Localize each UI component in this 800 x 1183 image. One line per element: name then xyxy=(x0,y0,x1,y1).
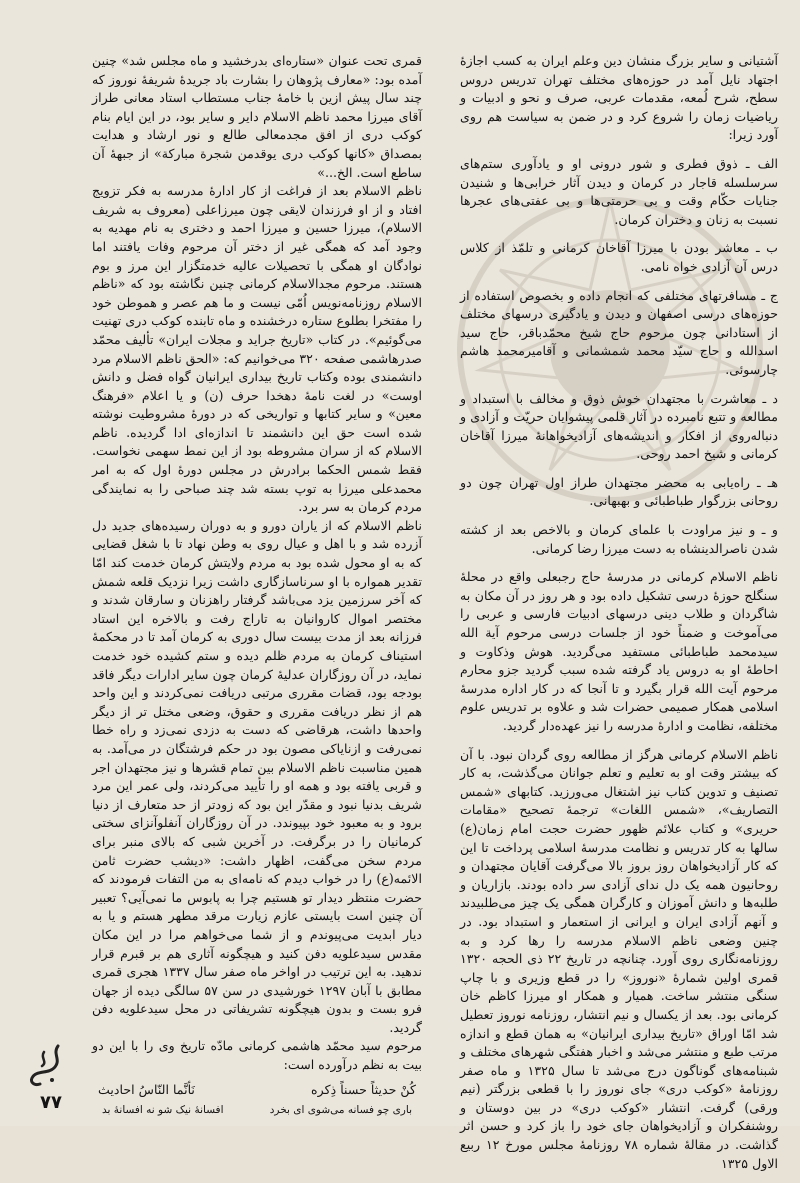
paragraph: د ـ معاشرت با مجتهدان خوش ذوق و مخالف با استبداد و مطالعه و تتبع نامبرده در آثار قلمی پیشوایان حریّت و آزادی و دنباله‌روی از افکار و اندیشه‌های آزادیخواهانهٔ میرزا آقاخان کرمانی و شیخ احمد روحی. xyxy=(460,390,778,462)
right-column xyxy=(460,52,778,1183)
paragraph: آشتیانی و سایر بزرگ منشان دین وعلم ایران به کسب اجازهٔ اجتهاد نایل آمد در حوزه‌های مختلف تهران تدریس دروس سطح، شرح لُمعه، مقدمات عربی، صرف و نحو و ادبیات و ریاضیات زمان را شروع کرد و در ضمن به سیاست هم روی آورد زیرا: xyxy=(460,53,778,143)
page-number: ۷۷ xyxy=(40,1092,62,1113)
left-column xyxy=(92,52,422,1120)
poem-hemistich-right: کُنْ حدیثاً حسناً ذِکره xyxy=(311,1081,416,1097)
paragraph: و ـ و نیز مراودت با علمای کرمان و بالاخص بعد از کشته شدن ناصرالدینشاه به دست میرزا رضا کرمانی. xyxy=(460,522,778,556)
poem-hemistich-left: نَأنَّما النّاسُ احادیث xyxy=(98,1081,195,1097)
paragraph: ناظم الاسلام کرمانی هرگز از مطالعه روی گردان نبود. با آن که بیشتر وقت او به تعلیم و تعلم جوانان می‌گذشت، به کار تصنیف و تدوین کتاب نیز اشتغال می‌ورزید. کتابهای «شمس التصاریف»، «شمس اللغات» ترجمهٔ تصحیح «مقامات حریری» و کتاب علائم ظهور حضرت حجت امام زمان(ع) سالها به کار تدریس و نظامت مدرسهٔ اسلامی پرداخت تا این که کار آزادیخواهان روز بروز بالا می‌گرفت آقایان مجتهدان و روحانیون همه یک دل ندای آزادی سر داده بودند. بازاریان و طلبه‌ها و دانش آموزان و کارگران همگی یک چیز می‌طلبیدند و آنهم آزادی ایران و ایرانی از استعمار و استبداد بود. در چنین وضعی ناظم الاسلام مدرسه را رها کرد و به روزنامه‌نگاری روی آورد. چنانچه در تاریخ ۲۲ ذی الحجه ۱۳۲۰ قمری اولین شمارهٔ «نوروز» را در قطع وزیری و با چاپ سنگی منتشر ساخت. همیار و همکار او میرزا کاظم خان کرمانی بود. بعد از یکسال و نیم انتشار، روزنامه نوروز تعطیل شد امّا اوراق «تاریخ بیداری ایرانیان» به همان قطع و اندازه مرتب طبع و منتشر می‌شد و اخبار هفتگی شهرهای مختلف و شبنامه‌های گوناگون درج می‌شد تا سال ۱۳۲۵ و ماه صفر روزنامهٔ «کوکب دری» جای نوروز را با قطعی بزرگتر (نیم ورقی) گرفت. انتشار «کوکب دری» در بین دوستان و روشنفکران و آزادیخواهان جای خود را باز کرد و حسن اثر گذاشت. در مقالهٔ شماره ۷۸ روزنامهٔ مجلس مورخ ۱۲ ربیع الاول ۱۳۲۵ xyxy=(460,746,778,1171)
paragraph: الف ـ ذوق فطری و شور درونی او و یادآوری ستم‌های سرسلسله قاجار در کرمان و دیدن آثار خرابی‌ها و شنیدن جنایات حکّام وقت و بی حرمتی‌ها و بی عفتی‌های عجرها نسبت به زنان و دختران کرمان. xyxy=(460,155,778,227)
poem-translation xyxy=(92,1101,422,1120)
paragraph: قمری تحت عنوان «ستاره‌ای بدرخشید و ماه مجلس شد» چنین آمده بود: «معارف پژوهان را بشارت باد جریدهٔ شریفهٔ نوروز که چند سال پیش ازین با خامهٔ جناب مستطاب استاد معانی طراز آقای میرزا محمد ناظم الاسلام دایر و سایر بود، در این ایام بنام کوکب دری از افق مجدمعالی طالع و نور ارشاد و هدایت بمصداق «کانها کوکب دری یوقدمن شجرة مبارکة» از جبههٔ آن ساطع است. الخ...» xyxy=(92,53,422,180)
poem-verse xyxy=(92,1081,422,1100)
paragraph: ناظم الاسلام که از یاران دورو و به دوران رسیده‌های جدید دل آزرده شد و با اهل و عیال روی به وطن نهاد تا با شغل قضایی که به او محول شده بود به مردم ولایتش کرمان خدمت کند امّا تقدیر همواره با او سرناسازگاری داشت زیرا نزدیک قلعه شمش که آخر سرزمین یزد می‌باشد گرفتار راهزنان و سارقان شدند و مختصر اموال کاروانیان به تاراج رفت و بالاخره این استاد فرزانه بعد از مدت بیست سال دوری به کرمان آمد تا در محکمهٔ استیناف کرمان به مردم ظلم دیده و ستم کشیده خود خدمت نماید، در آن روزگاران عدلیهٔ کرمان چون سایر ادارات دیگر فاقد بودجه بود، قضات مقرری مرتبی دریافت نمی‌کردند و این واحد هم از نظر دریافت مقرری و حقوق، وضعی مختل تر از دیگر واحدها داشت، هرقاضی که دست به دزدی نمی‌زد و راه خطا نمی‌رفت و ازنایاکی مصون بود در حکم فرشتگان در می‌آمد. به همین مناسبت ناظم الاسلام بین تمام قشرها و نیز مجتهدان اجر و قربی یافته بود و همه او را تأیید می‌کردند، ولی عمر این مرد شریف بدنیا نبود و مقدّر این بود که زودتر از حد متعارف از دنیا برود و به معبود خود بپیوندد. در آن روزگاران آنفلوآنزای سختی کرمانیان را در برگرفت. در آخرین شبی که بالای منبر برای مردم سخن می‌گفت، اظهار داشت: «دیشب حضرت ثامن الائمه(ع) را در خواب دیدم که نامه‌ای به من التفات فرمودند که حضرت منتظر دیدار تو هستیم چرا به پابوس ما نمی‌آیی؟ تعبیر آن چنین است بایستی عازم زیارت مرقد مطهر هستم و یا به دیار ابدیت می‌پیوندم و از شما می‌خواهم مرا در این مکان مقدس سیدعلویه دفن کنید و هیچگونه آثاری هم بر قبرم قرار ندهید. به این ترتیب در اواخر ماه صفر سال ۱۳۳۷ هجری قمری مطابق با آبان ۱۲۹۷ خورشیدی در سن ۵۷ سالگی دیده از جهان فرو بست و بدون هیچگونه تشریفاتی در محل سیدعلویه دفن گردید. xyxy=(92,517,422,1035)
poem-translation-right: باری چو فسانه می‌شوی ای بخرد xyxy=(269,1104,412,1117)
paragraph: ناظم الاسلام بعد از فراغت از کار ادارهٔ مدرسه به فکر تزویج افتاد و از او فرزندان لایقی چون میرزاعلی (معروف به شریف الاسلام)، میرزا حسین و میرزا احمد و دختری به نام مهدیه به وجود آمد که همگی غیر از دختر آن مرحوم وفات یافتند اما نوادگان او همگی با تحصیلات عالیه خدمتگزار این مرز و بوم هستند. مرحوم مجدالاسلام کرمانی چنین نگاشته بود که «ناظم الاسلام روزنامه‌نویس اُمّی نیست و ما هم عصر و هموطن خود را مفتخرا بطلوع ستاره درخشنده و ماه تابنده کوکب دری تهنیت می‌گوئیم». در کتاب «تاریخ جراید و مجلات ایران» تألیف محمّد صدرهاشمی صفحه ۳۲۰ می‌خوانیم که: «الحق ناظم الاسلام مرد دانشمندی بوده وکتاب تاریخ بیداری ایرانیان گواه فضل و دانش اوست» در لغت نامهٔ دهخدا حرف (ن) و یا اعلام «فرهنگ معین» و سایر کتابها و تواریخی که در دورهٔ مشروطیت نوشته شده است حق این دانشمند تا اندازه‌ای ادا گردیده. ناظم الاسلام که از سران مشروطه بود از این نمط سهمی نخواست. فقط شمس الحکما برادرش در مجلس دورهٔ اول که به امر محمدعلی میرزا به توپ بسته شد چند صباحی را به نمایندگی مردم کرمان به سر برد. xyxy=(92,183,423,515)
paragraph: مرحوم سید محمّد هاشمی کرمانی مادّه تاریخ وی را با این دو بیت به نظم درآورده است: xyxy=(92,1038,422,1073)
kerman-logo xyxy=(22,1040,68,1090)
paragraph: ج ـ مسافرتهای مختلفی که انجام داده و بخصوص استفاده از حوزه‌های درسی اصفهان و دیدن و یادگیری درسهای مختلف از استادانی چون مرحوم حاج شیخ محمّدباقر، حاج سید اسدالله و حاج سیّد محمد شمشمانی و آقامیرمحمد هاشم چارسوئی. xyxy=(460,287,778,377)
paragraph: ب ـ معاشر بودن با میرزا آقاخان کرمانی و تلمّذ از کلاس درس آن آزادی خواه نامی. xyxy=(460,240,778,274)
paragraph: هـ ـ راه‌یابی به محضر مجتهدان طراز اول تهران چون دو روحانی بزرگوار طباطبائی و بهبهانی. xyxy=(460,474,778,509)
poem-translation-left: افسانهٔ نیک شو نه افسانهٔ بد xyxy=(102,1104,224,1117)
paragraph: ناظم الاسلام کرمانی در مدرسهٔ حاج رجبعلی واقع در محلهٔ سنگلج حوزهٔ درسی تشکیل داده بود و هر روز در آن مکان به شاگردان و طلاب دینی درسهای ادبیات فارسی و عربی را می‌آموخت و ضمناً خود از جلسات درسی مرحوم آیة الله سیدمحمد طباطبائی مستفید می‌گردید. هوش وذکاوت و احاطهٔ او به دروس یاد گرفته شده سبب گردید جزو محارم مرحوم آیت الله قرار بگیرد و تا آنجا که در کار اداره مدرسهٔ اسلامی همکار صمیمی حضرات شد و علاوه بر تدریس علوم مختلفه، نظامت و ادارهٔ مدرسه را نیز عهده‌دار گردید. xyxy=(460,569,778,733)
